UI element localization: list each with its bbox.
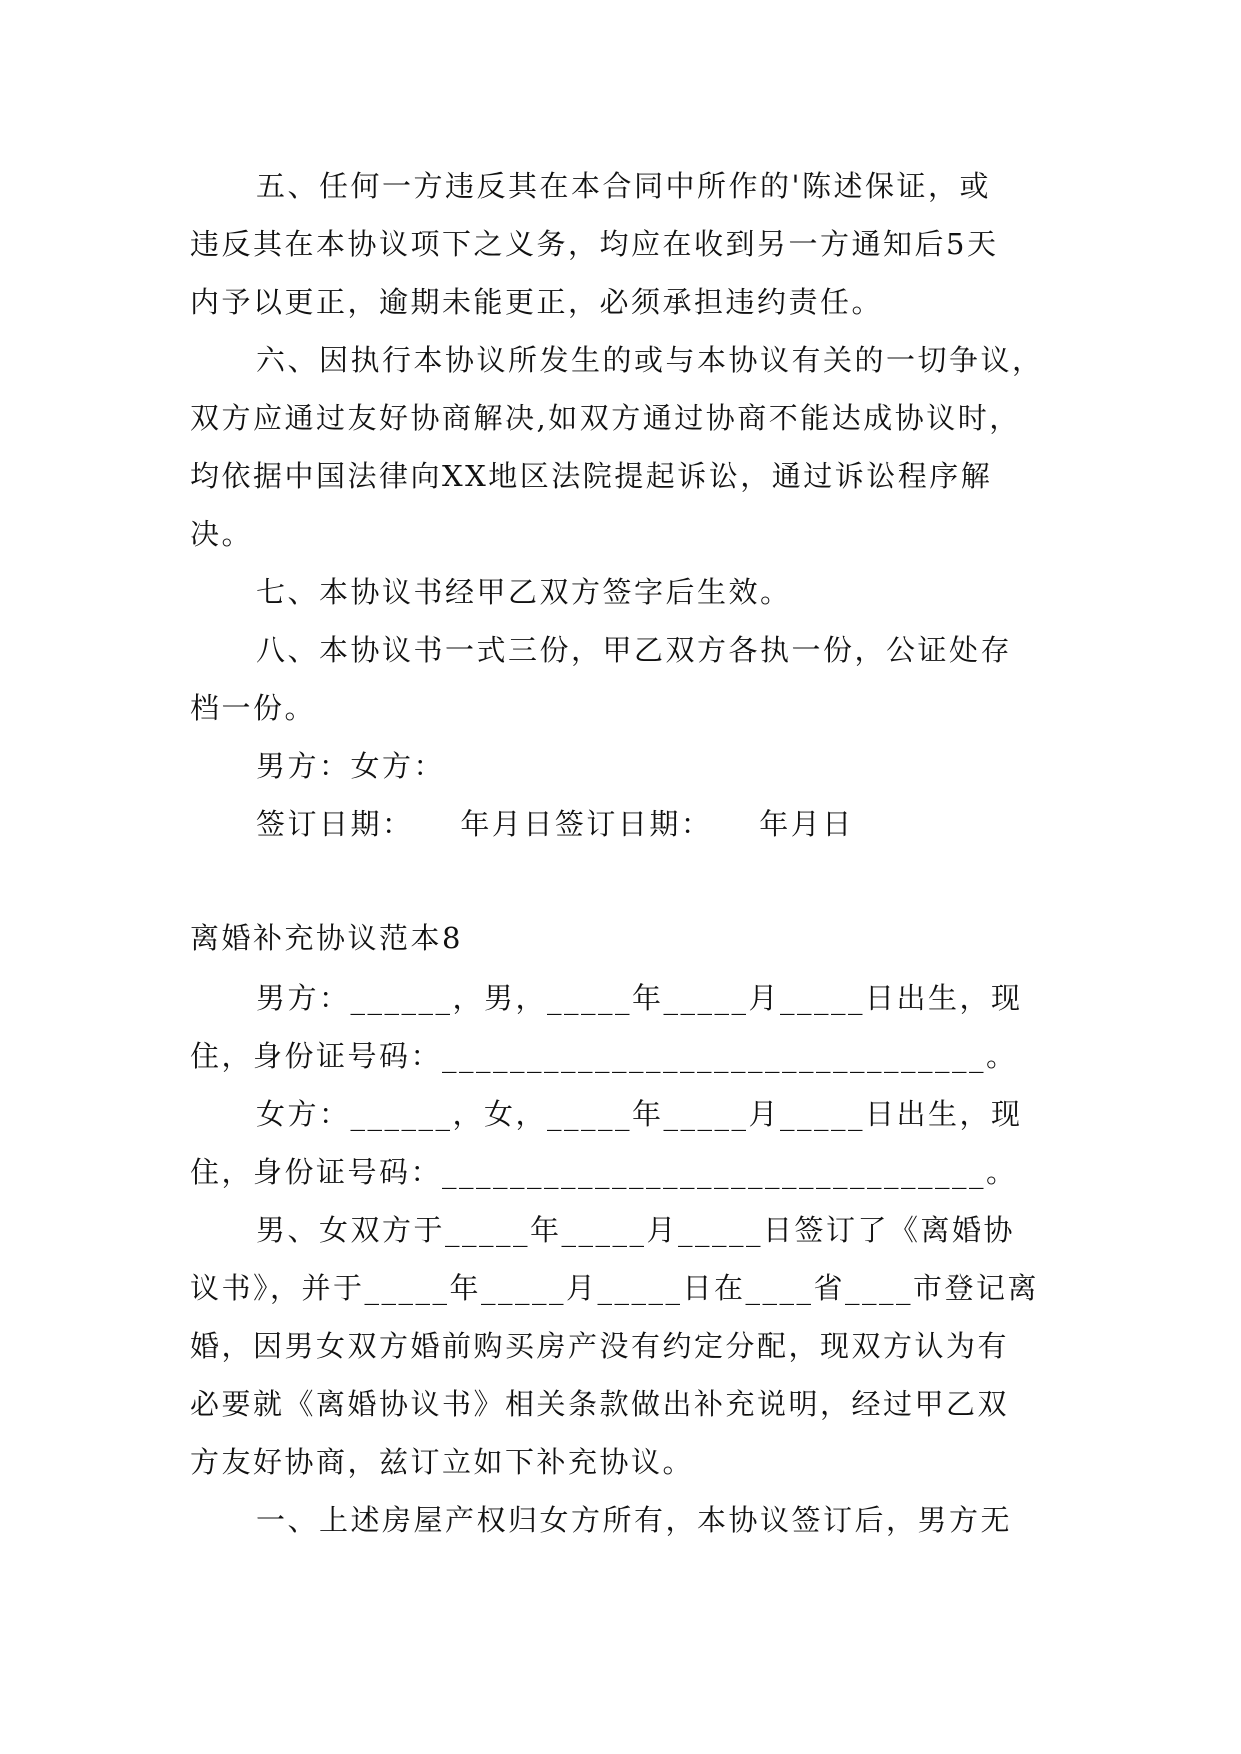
paragraph-6-line-2: 双方应通过友好协商解决,如双方通过协商不能达成协议时， [190,401,1021,435]
preamble-line-5: 方友好协商，兹订立如下补充协议。 [190,1445,695,1479]
paragraph-6-line-4: 决。 [190,517,254,551]
clause-1-line-1: 一、上述房屋产权归女方所有，本协议签订后，男方无 [256,1503,1013,1537]
section-title: 离婚补充协议范本8 [190,921,463,955]
preamble-line-4: 必要就《离婚协议书》相关条款做出补充说明，经过甲乙双 [190,1387,1010,1421]
paragraph-8-line-1: 八、本协议书一式三份，甲乙双方各执一份，公证处存 [256,633,1013,667]
male-party-line-2: 住，身份证号码：________________________________。 [190,1039,1018,1073]
paragraph-8-line-2: 档一份。 [190,691,317,725]
female-party-line-1: 女方：______，女，_____年_____月_____日出生，现 [256,1097,1023,1131]
paragraph-5-line-3: 内予以更正，逾期未能更正，必须承担违约责任。 [190,285,884,319]
paragraph-5-line-1: 五、任何一方违反其在本合同中所作的'陈述保证，或 [256,169,991,203]
signature-parties: 男方：女方： [256,749,446,783]
preamble-line-1: 男、女双方于_____年_____月_____日签订了《离婚协 [256,1213,1016,1247]
paragraph-5-line-2: 违反其在本协议项下之义务，均应在收到另一方通知后5天 [190,227,999,261]
male-party-line-1: 男方：______，男，_____年_____月_____日出生，现 [256,981,1023,1015]
paragraph-7: 七、本协议书经甲乙双方签字后生效。 [256,575,792,609]
paragraph-6-line-3: 均依据中国法律向XX地区法院提起诉讼，通过诉讼程序解 [190,459,993,493]
preamble-line-2: 议书》，并于_____年_____月_____日在____省____市登记离 [190,1271,1040,1305]
preamble-line-3: 婚，因男女双方婚前购买房产没有约定分配，现双方认为有 [190,1329,1010,1363]
paragraph-6-line-1: 六、因执行本协议所发生的或与本协议有关的一切争议， [256,343,1044,377]
signature-dates: 签订日期： 年月日签订日期： 年月日 [256,807,854,841]
female-party-line-2: 住，身份证号码：________________________________。 [190,1155,1018,1189]
